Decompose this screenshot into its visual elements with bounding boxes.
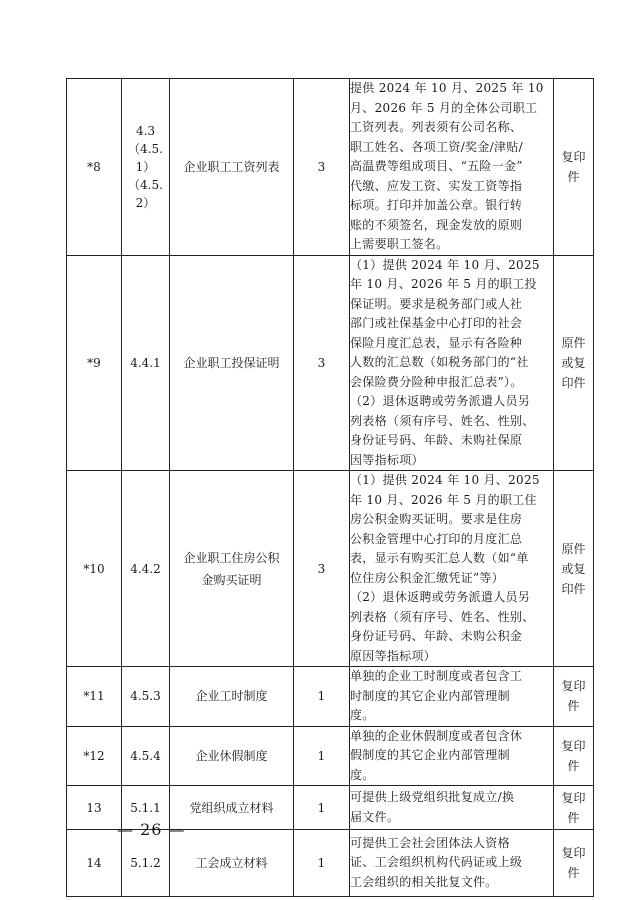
requirement-line: 位住房公积金汇缴凭证”等） [350, 570, 505, 585]
table-row [67, 667, 594, 727]
requirement-line: 度。 [350, 708, 375, 722]
table-row [67, 830, 594, 897]
material-name-cell: 企业休假制度 [170, 726, 294, 786]
requirement-line: 届文件。 [350, 809, 400, 824]
requirement-cell [350, 471, 554, 667]
document-type-cell [554, 79, 594, 256]
document-type-cell [554, 471, 594, 667]
clause-code-line: 5.1.1 [130, 800, 161, 815]
document-type-cell [554, 830, 594, 897]
requirement-line: （1）提供 2024 年 10 月、2025 [350, 257, 540, 272]
material-name-cell: 企业工时制度 [170, 667, 294, 727]
requirement-line: 提供 2024 年 10 月、2025 年 10 [350, 81, 544, 95]
page-number: — 26 — [117, 820, 186, 839]
serial-number-cell: *12 [67, 726, 122, 786]
document-type-cell [554, 667, 594, 727]
table-row [67, 79, 594, 256]
clause-code-cell [122, 255, 170, 471]
material-name-cell: 企业职工投保证明 [170, 255, 294, 471]
copy-count-cell: 3 [294, 255, 350, 471]
copy-count-cell: 1 [294, 830, 350, 897]
requirement-line: 部门或社保基金中心打印的社会 [350, 316, 523, 330]
document-type-line: 原件 [561, 541, 586, 556]
material-name-cell: 党组织成立材料 [170, 786, 294, 830]
table-row [67, 255, 594, 471]
requirement-cell [350, 255, 554, 471]
document-type-line: 件 [567, 866, 580, 880]
requirement-line: 代缴、应发工资、实发工资等指 [350, 178, 523, 193]
requirement-line: 人数的汇总数（如税务部门的“社 [350, 355, 529, 369]
document-type-cell [554, 726, 594, 786]
requirement-line: 工会组织的相关批复文件。 [350, 874, 498, 889]
material-name-cell: 企业职工工资列表 [170, 79, 294, 256]
document-type-line: 件 [567, 758, 580, 773]
requirement-cell [350, 79, 554, 256]
clause-code-line: 4.5.3 [130, 689, 161, 704]
requirement-line: 保证明。要求是税务部门或人社 [350, 296, 523, 311]
document-type-line: 或复 [561, 561, 586, 576]
copy-count-cell: 1 [294, 667, 350, 727]
requirement-line: 身份证号码、年龄、未购公积金 [350, 629, 523, 643]
copy-count-cell: 3 [294, 471, 350, 667]
requirement-line: 原因等指标项） [350, 648, 437, 663]
requirement-line: 公积金管理中心打印的月度汇总 [350, 531, 523, 546]
copy-count-cell: 1 [294, 726, 350, 786]
requirement-cell [350, 726, 554, 786]
material-name-line: 金购买证明 [201, 572, 262, 587]
material-name-line: 企业职工住房公积 [183, 550, 280, 565]
materials-table [66, 78, 594, 897]
requirement-line: 房公积金购买证明。要求是住房 [350, 512, 523, 526]
requirement-line: 年 10 月、2026 年 5 月的职工投 [350, 277, 537, 291]
document-type-line: 复印 [561, 679, 586, 694]
clause-code-line: 4.5.4 [130, 748, 161, 763]
serial-number-cell: *9 [67, 255, 122, 471]
requirement-line: 职工姓名、各项工资/奖金/津贴/ [350, 139, 523, 154]
clause-code-line: 1） [135, 159, 156, 174]
requirement-line: 证、工会组织机构代码证或上级 [350, 855, 523, 870]
document-type-line: 复印 [561, 790, 586, 805]
clause-code-line: （4.5. [128, 177, 163, 192]
document-type-line: 印件 [561, 581, 586, 596]
document-type-line: 原件 [561, 335, 586, 350]
table-row [67, 471, 594, 667]
copy-count-cell: 3 [294, 79, 350, 256]
requirement-line: （2）退休返聘或劳务派遣人员另 [350, 590, 531, 604]
requirement-line: 时制度的其它企业内部管理制 [350, 688, 510, 703]
requirement-line: 可提供上级党组织批复成立/换 [350, 790, 515, 804]
requirement-cell [350, 667, 554, 727]
material-name-cell: 工会成立材料 [170, 830, 294, 897]
clause-code-line: 4.4.1 [130, 355, 161, 370]
requirement-line: 单独的企业工时制度或者包含工 [350, 669, 523, 683]
requirement-line: 上需要职工签名。 [350, 237, 449, 251]
document-type-line: 复印 [561, 149, 586, 164]
serial-number-cell: 14 [67, 830, 122, 897]
requirement-line: 可提供工会社会团体法人资格 [350, 835, 510, 850]
clause-code-cell [122, 667, 170, 727]
table-body [67, 79, 594, 897]
material-name-cell [170, 471, 294, 667]
document-type-line: 印件 [561, 375, 586, 390]
clause-code-cell [122, 830, 170, 897]
requirement-line: 表，显示有购买汇总人数（如“单 [350, 551, 529, 565]
document-type-cell [554, 255, 594, 471]
requirement-line: 列表格（须有序号、姓名、性别、 [350, 413, 535, 428]
requirement-line: 高温费等组成项目、“五险一金” [350, 159, 523, 173]
requirement-line: 因等指标项） [350, 452, 424, 467]
document-type-line: 或复 [561, 355, 586, 370]
requirement-line: 身份证号码、年龄、未购社保原 [350, 433, 523, 447]
clause-code-cell [122, 726, 170, 786]
requirement-line: （1）提供 2024 年 10 月、2025 [350, 473, 540, 487]
clause-code-line: 5.1.2 [130, 856, 161, 870]
clause-code-line: 2） [135, 195, 156, 210]
clause-code-cell [122, 79, 170, 256]
requirement-line: 标项。打印并加盖公章。银行转 [350, 198, 523, 212]
document-type-cell [554, 786, 594, 830]
clause-code-cell [122, 471, 170, 667]
copy-count-cell: 1 [294, 786, 350, 830]
serial-number-cell: *10 [67, 471, 122, 667]
serial-number-cell: 13 [67, 786, 122, 830]
document-type-line: 件 [567, 810, 580, 825]
requirement-line: 保险月度汇总表，显示有各险种 [350, 335, 523, 350]
document-type-line: 复印 [561, 846, 586, 860]
requirement-line: 工资列表。列表须有公司名称、 [350, 120, 523, 134]
requirement-line: 会保险费分险种申报汇总表”）。 [350, 374, 523, 389]
requirement-cell [350, 786, 554, 830]
clause-code-line: （4.5. [128, 141, 163, 156]
requirement-line: 单独的企业休假制度或者包含休 [350, 728, 523, 743]
requirement-line: 假制度的其它企业内部管理制 [350, 748, 510, 762]
clause-code-line: 4.3 [135, 123, 156, 138]
document-type-line: 复印 [561, 738, 586, 753]
requirement-cell [350, 830, 554, 897]
clause-code-line: 4.4.2 [130, 561, 161, 576]
requirement-line: 列表格（须有序号、姓名、性别、 [350, 609, 535, 624]
requirement-line: （2）退休返聘或劳务派遣人员另 [350, 394, 531, 408]
document-type-line: 件 [567, 169, 580, 184]
serial-number-cell: *8 [67, 79, 122, 256]
serial-number-cell: *11 [67, 667, 122, 727]
document-type-line: 件 [567, 699, 580, 714]
table-row [67, 726, 594, 786]
requirement-line: 度。 [350, 767, 375, 782]
requirement-line: 年 10 月、2026 年 5 月的职工住 [350, 492, 537, 507]
requirement-line: 月、2026 年 5 月的全体公司职工 [350, 100, 538, 115]
requirement-line: 账的不须签名，现金发放的原则 [350, 217, 523, 232]
